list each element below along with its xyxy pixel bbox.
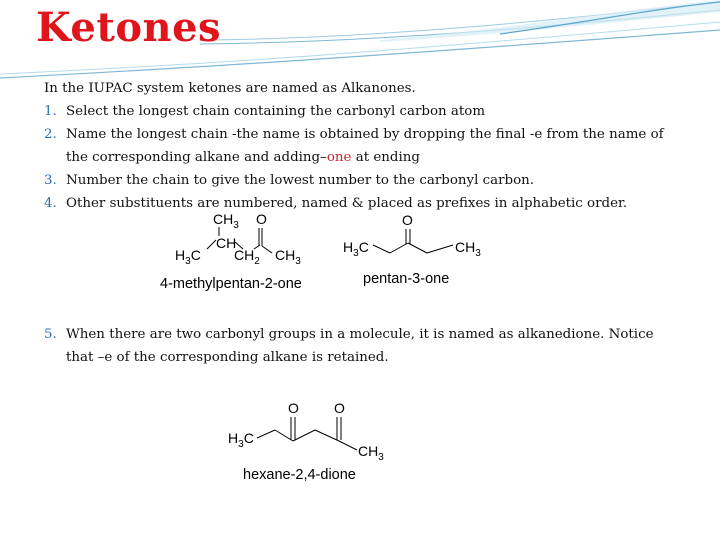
oxygen-label: O xyxy=(256,211,267,227)
page-title: Ketones xyxy=(36,4,222,51)
intro-text: In the IUPAC system ketones are named as Alkanones. xyxy=(44,81,416,96)
rules-list xyxy=(44,100,674,215)
rule-item-5 xyxy=(44,323,684,369)
rule-number: 4. xyxy=(44,196,57,211)
rule-text: When there are two carbonyl groups in a molecule, it is named as alkanedione. Notice that –e of the corresponding alkane is retained. xyxy=(66,327,654,365)
rule-text: Number the chain to give the lowest number to the carbonyl carbon. xyxy=(66,173,535,188)
ch3-label: $CH_3$ xyxy=(358,443,384,463)
rule-item-3 xyxy=(44,169,674,192)
rule-text-after: at ending xyxy=(351,150,420,165)
suffix-highlight: one xyxy=(326,150,352,165)
ch3-label: $CH_3$ xyxy=(455,239,481,259)
ch3-right-label: $CH_3$ xyxy=(275,247,301,267)
ch3-top-label: $CH_3$ xyxy=(213,211,239,231)
rule-text-before: Name the longest chain -the name is obtained by dropping the final -e from the name of the corresponding alkane and adding– xyxy=(66,127,664,165)
rule-item-1 xyxy=(44,100,674,123)
rule-text: Other substituents are numbered, named & placed as prefixes in alphabetic order. xyxy=(66,196,628,211)
h3c-label: $H_3C$ xyxy=(175,247,201,267)
rule-number: 1. xyxy=(44,104,57,119)
rule-text xyxy=(66,123,674,169)
oxygen-label: O xyxy=(402,212,413,228)
structure-pentan-3-one xyxy=(335,205,495,290)
ch2-label: $CH_2$ xyxy=(234,247,260,267)
h3c-label: $H_3C$ xyxy=(343,239,369,259)
rules-section xyxy=(44,77,674,215)
compound-name: 4-methylpentan-2-one xyxy=(160,276,302,292)
compound-name: pentan-3-one xyxy=(363,271,450,287)
ch-label: CH xyxy=(216,235,237,251)
oxygen-label-2: O xyxy=(334,400,345,416)
h3c-label: $H_3C$ xyxy=(228,430,254,450)
structure-hexane-2-4-dione xyxy=(225,398,395,488)
oxygen-label-1: O xyxy=(288,400,299,416)
rule-item-2 xyxy=(44,123,674,169)
rule-number: 3. xyxy=(44,173,57,188)
rule-number: 5. xyxy=(44,327,57,342)
rule-text: Select the longest chain containing the carbonyl carbon atom xyxy=(66,104,486,119)
rule-number: 2. xyxy=(44,127,57,142)
structure-4-methylpentan-2-one xyxy=(150,205,340,295)
compound-name: hexane-2,4-dione xyxy=(243,467,356,483)
